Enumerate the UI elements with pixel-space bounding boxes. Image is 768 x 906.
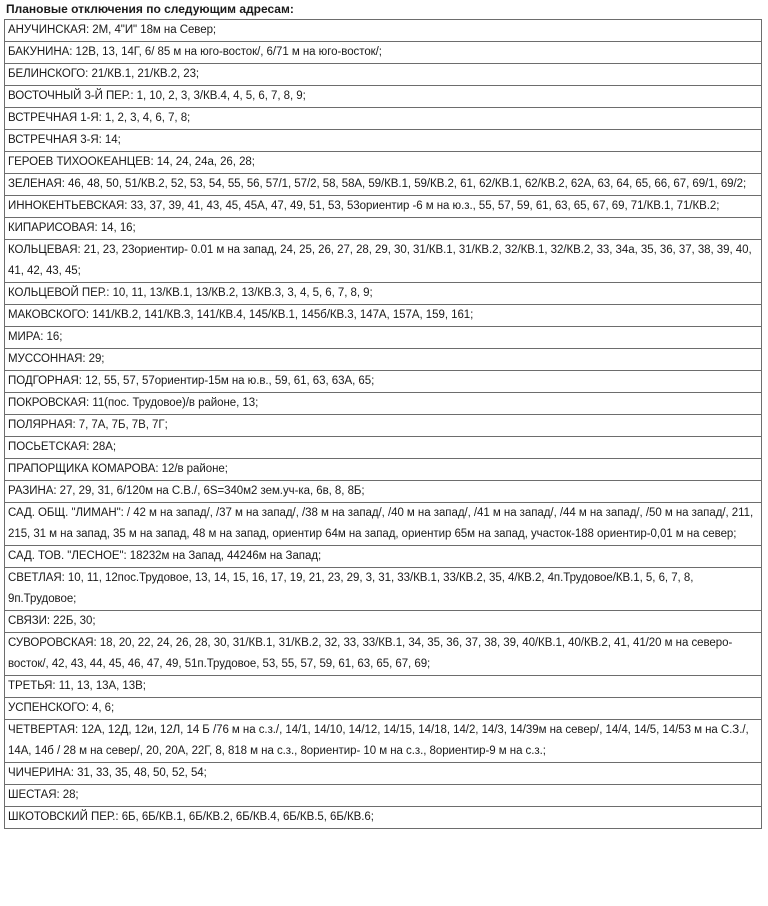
address-cell: ЧИЧЕРИНА: 31, 33, 35, 48, 50, 52, 54; — [5, 763, 762, 785]
address-cell: БАКУНИНА: 12В, 13, 14Г, 6/ 85 м на юго-восток/, 6/71 м на юго-восток/; — [5, 42, 762, 64]
address-cell: РАЗИНА: 27, 29, 31, 6/120м на С.В./, 6S=340м2 зем.уч-ка, 6в, 8, 8Б; — [5, 481, 762, 503]
address-cell: ГЕРОЕВ ТИХООКЕАНЦЕВ: 14, 24, 24а, 26, 28; — [5, 152, 762, 174]
address-cell: ПОЛЯРНАЯ: 7, 7А, 7Б, 7В, 7Г; — [5, 415, 762, 437]
address-cell: АНУЧИНСКАЯ: 2М, 4"И" 18м на Север; — [5, 20, 762, 42]
address-cell: СВЕТЛАЯ: 10, 11, 12пос.Трудовое, 13, 14, 15, 16, 17, 19, 21, 23, 29, 3, 31, 33/КВ.1, 33/КВ.2, 35, 4/КВ.2, 4п.Трудовое/КВ.1, 5, 6, 7, 8, 9п.Трудовое; — [5, 568, 762, 611]
table-row — [5, 283, 762, 305]
address-cell: ПОСЬЕТСКАЯ: 28А; — [5, 437, 762, 459]
table-row — [5, 20, 762, 42]
address-cell: СВЯЗИ: 22Б, 30; — [5, 611, 762, 633]
table-row — [5, 130, 762, 152]
address-cell: КИПАРИСОВАЯ: 14, 16; — [5, 218, 762, 240]
table-row — [5, 437, 762, 459]
table-row — [5, 152, 762, 174]
table-row — [5, 568, 762, 611]
table-row — [5, 785, 762, 807]
table-row — [5, 349, 762, 371]
address-cell: ВСТРЕЧНАЯ 1-Я: 1, 2, 3, 4, 6, 7, 8; — [5, 108, 762, 130]
table-row — [5, 327, 762, 349]
address-cell: МИРА: 16; — [5, 327, 762, 349]
table-row — [5, 807, 762, 829]
table-row — [5, 481, 762, 503]
address-cell: ЗЕЛЕНАЯ: 46, 48, 50, 51/КВ.2, 52, 53, 54, 55, 56, 57/1, 57/2, 58, 58А, 59/КВ.1, 59/КВ.2, 61, 62/КВ.1, 62/КВ.2, 62А, 63, 64, 65, 66, 67, 69/1, 69/2; — [5, 174, 762, 196]
table-row — [5, 371, 762, 393]
address-cell: УСПЕНСКОГО: 4, 6; — [5, 698, 762, 720]
address-cell: САД. ОБЩ. "ЛИМАН": / 42 м на запад/, /37 м на запад/, /38 м на запад/, /40 м на запад/, /41 м на запад/, /44 м на запад/, /50 м на запад/, 211, 215, 31 м на запад, 35 м на запад, 48 м на запад, ориентир 64м на запад, ориентир 65м на запад, участок-188 ориентир-0,01 м на север; — [5, 503, 762, 546]
table-row — [5, 763, 762, 785]
table-row — [5, 305, 762, 327]
table-row — [5, 240, 762, 283]
table-row — [5, 633, 762, 676]
table-row — [5, 611, 762, 633]
document-title: Плановые отключения по следующим адресам: — [6, 2, 294, 16]
address-cell: ПОКРОВСКАЯ: 11(пос. Трудовое)/в районе, 13; — [5, 393, 762, 415]
address-cell: МАКОВСКОГО: 141/КВ.2, 141/КВ.3, 141/КВ.4, 145/КВ.1, 145б/КВ.3, 147А, 157А, 159, 161; — [5, 305, 762, 327]
table-row — [5, 459, 762, 481]
table-row — [5, 503, 762, 546]
table-row — [5, 415, 762, 437]
address-cell: ЧЕТВЕРТАЯ: 12А, 12Д, 12и, 12Л, 14 Б /76 м на с.з./, 14/1, 14/10, 14/12, 14/15, 14/18, 14/2, 14/3, 14/39м на север/, 14/4, 14/5, 14/53 м на С.З./, 14А, 14б / 28 м на север/, 20, 20А, 22Г, 8, 818 м на с.з., 8ориентир- 10 м на с.з., 8ориентир-9 м на с.з.; — [5, 720, 762, 763]
table-row — [5, 86, 762, 108]
table-row — [5, 546, 762, 568]
table-row — [5, 393, 762, 415]
table-row — [5, 676, 762, 698]
address-cell: ВОСТОЧНЫЙ 3-Й ПЕР.: 1, 10, 2, 3, 3/КВ.4, 4, 5, 6, 7, 8, 9; — [5, 86, 762, 108]
table-row — [5, 698, 762, 720]
table-row — [5, 218, 762, 240]
address-cell: МУССОННАЯ: 29; — [5, 349, 762, 371]
address-cell: БЕЛИНСКОГО: 21/КВ.1, 21/КВ.2, 23; — [5, 64, 762, 86]
address-cell: ИННОКЕНТЬЕВСКАЯ: 33, 37, 39, 41, 43, 45, 45А, 47, 49, 51, 53, 53ориентир -6 м на ю.з., 55, 57, 59, 61, 63, 65, 67, 69, 71/КВ.1, 71/КВ.2; — [5, 196, 762, 218]
address-cell: САД. ТОВ. "ЛЕСНОЕ": 18232м на Запад, 44246м на Запад; — [5, 546, 762, 568]
address-cell: КОЛЬЦЕВАЯ: 21, 23, 23ориентир- 0.01 м на запад, 24, 25, 26, 27, 28, 29, 30, 31/КВ.1, 31/КВ.2, 32/КВ.1, 32/КВ.2, 33, 34а, 35, 36, 37, 38, 39, 40, 41, 42, 43, 45; — [5, 240, 762, 283]
table-row — [5, 42, 762, 64]
address-cell: ПОДГОРНАЯ: 12, 55, 57, 57ориентир-15м на ю.в., 59, 61, 63, 63А, 65; — [5, 371, 762, 393]
table-row — [5, 108, 762, 130]
table-row — [5, 720, 762, 763]
address-cell: ТРЕТЬЯ: 11, 13, 13А, 13В; — [5, 676, 762, 698]
address-cell: КОЛЬЦЕВОЙ ПЕР.: 10, 11, 13/КВ.1, 13/КВ.2, 13/КВ.3, 3, 4, 5, 6, 7, 8, 9; — [5, 283, 762, 305]
address-cell: ШЕСТАЯ: 28; — [5, 785, 762, 807]
table-row — [5, 196, 762, 218]
address-cell: ВСТРЕЧНАЯ 3-Я: 14; — [5, 130, 762, 152]
table-row — [5, 64, 762, 86]
address-cell: СУВОРОВСКАЯ: 18, 20, 22, 24, 26, 28, 30, 31/КВ.1, 31/КВ.2, 32, 33, 33/КВ.1, 34, 35, 36, 37, 38, 39, 40/КВ.1, 40/КВ.2, 41, 41/20 м на северо-восток/, 42, 43, 44, 45, 46, 47, 49, 51п.Трудовое, 53, 55, 57, 59, 61, 63, 65, 67, 69; — [5, 633, 762, 676]
address-cell: ПРАПОРЩИКА КОМАРОВА: 12/в районе; — [5, 459, 762, 481]
table-row — [5, 174, 762, 196]
address-cell: ШКОТОВСКИЙ ПЕР.: 6Б, 6Б/КВ.1, 6Б/КВ.2, 6Б/КВ.4, 6Б/КВ.5, 6Б/КВ.6; — [5, 807, 762, 829]
address-table — [4, 19, 762, 829]
